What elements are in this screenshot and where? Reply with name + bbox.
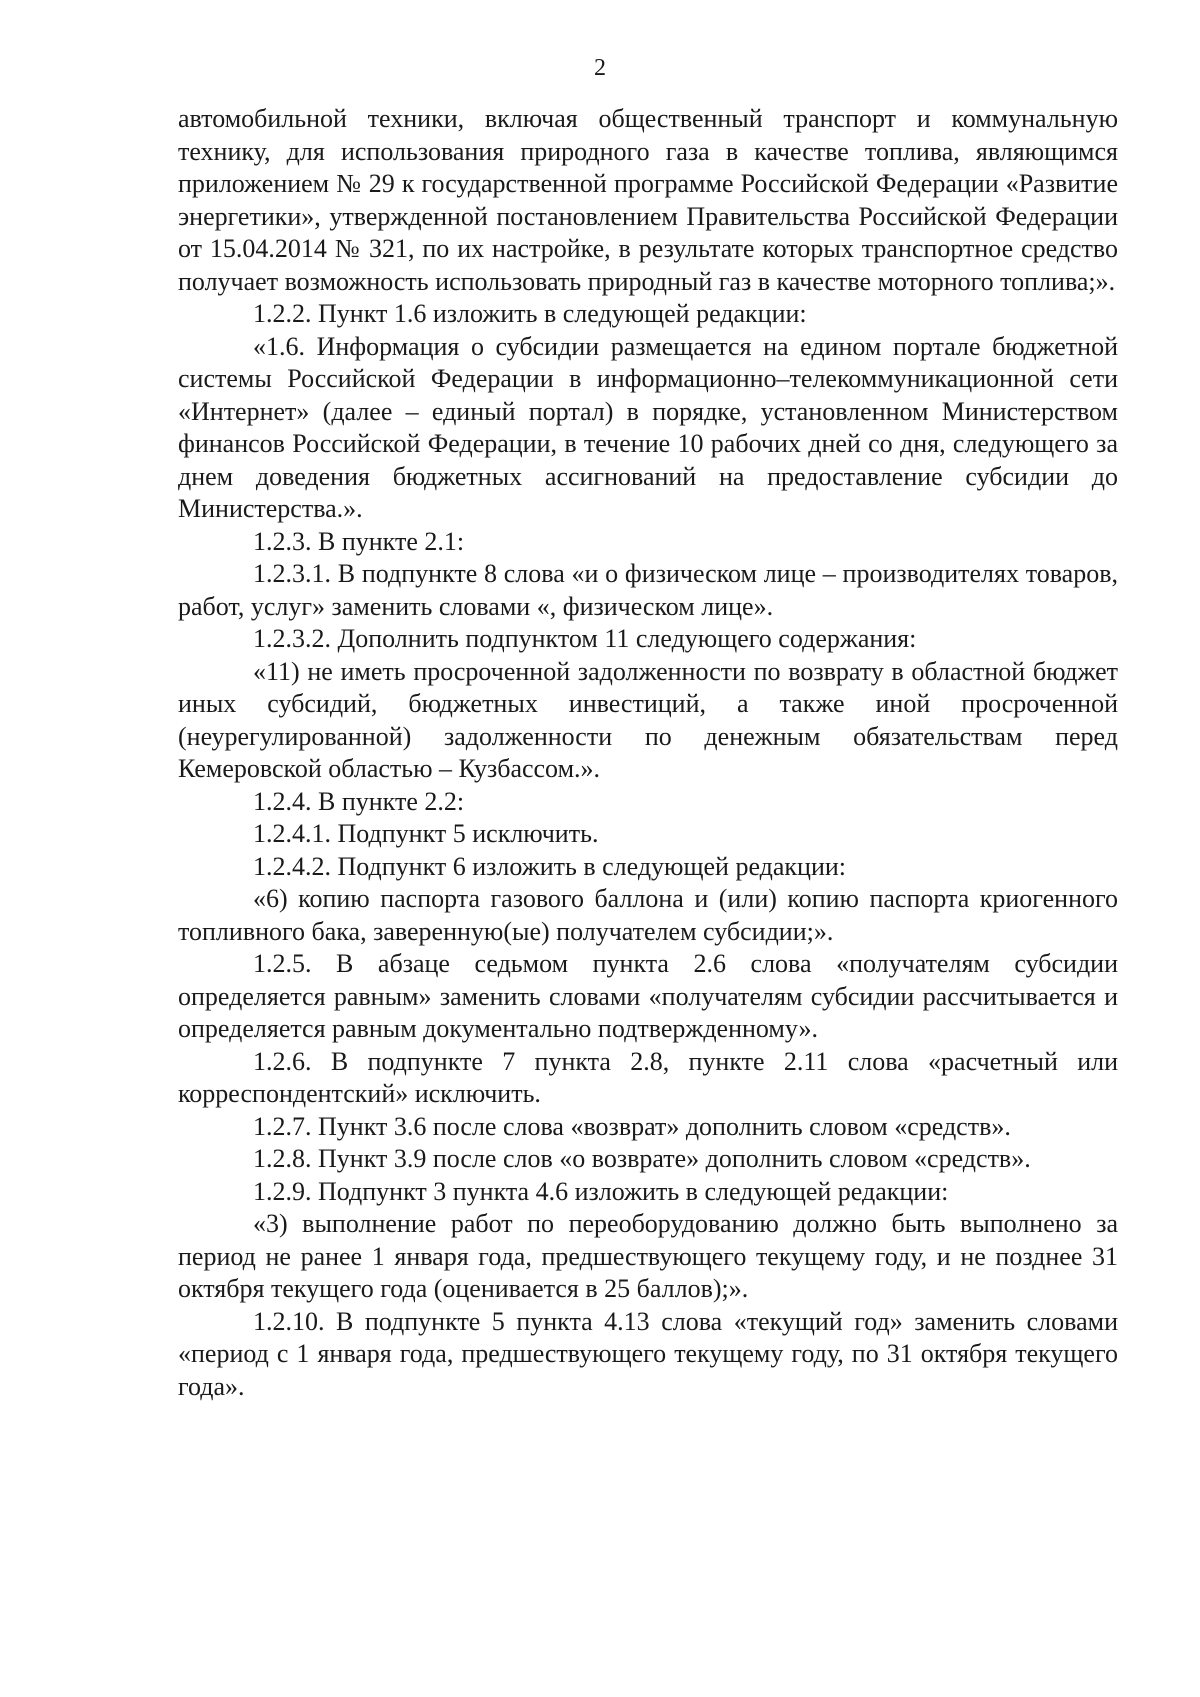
paragraph-1-2-5: 1.2.5. В абзаце седьмом пункта 2.6 слова «получателям субсидии определяется равным» заменить словами «получателям субсидии рассчитывается и определяется равным документально подтвержденному». — [178, 949, 1118, 1043]
paragraph-1-2-6: 1.2.6. В подпункте 7 пункта 2.8, пункте 2.11 слова «расчетный или корреспондентский» исключить. — [178, 1046, 1118, 1108]
paragraph-1-2-7: 1.2.7. Пункт 3.6 после слова «возврат» дополнить словом «средств». — [253, 1111, 1011, 1141]
paragraph-quote-6: «6) копию паспорта газового баллона и (или) копию паспорта криогенного топливного бака, заверенную(ые) получателем субсидии;». — [178, 884, 1118, 946]
paragraph-1-2-8: 1.2.8. Пункт 3.9 после слов «о возврате» дополнить словом «средств». — [253, 1144, 1031, 1173]
paragraph-1-2-3-1: 1.2.3.1. В подпункте 8 слова «и о физическом лице – производителях товаров, работ, услуг» заменить словами «, физическом лице». — [178, 559, 1118, 621]
paragraph-1-2-4-1: 1.2.4.1. Подпункт 5 исключить. — [253, 819, 599, 848]
paragraph-quote-11: «11) не иметь просроченной задолженности по возврату в областной бюджет иных субсидий, бюджетных инвестиций, а также иной просроченной (неурегулированной) задолженности по денежным обязательствам перед Кемеровской областью – Кузбассом.». — [178, 656, 1118, 783]
paragraph-1-2-3: 1.2.3. В пункте 2.1: — [253, 526, 465, 556]
document-body — [178, 103, 1118, 1403]
paragraph-1-2-10: 1.2.10. В подпункте 5 пункта 4.13 слова «текущий год» заменить словами «период с 1 января года, предшествующего текущему году, по 31 октября текущего года». — [178, 1306, 1118, 1401]
paragraph-1-2-9: 1.2.9. Подпункт 3 пункта 4.6 изложить в следующей редакции: — [253, 1176, 949, 1206]
paragraph-1-2-3-2: 1.2.3.2. Дополнить подпунктом 11 следующего содержания: — [253, 624, 917, 653]
paragraph-quote-3: «3) выполнение работ по переоборудованию должно быть выполнено за период не ранее 1 января года, предшествующего текущему году, и не позднее 31 октября текущего года (оценивается в 25 баллов);». — [178, 1209, 1118, 1303]
paragraph-quote-1-6: «1.6. Информация о субсидии размещается на едином портале бюджетной системы Российской Федерации в информационно–телекоммуникационной сети «Интернет» (далее – единый портал) в порядке, установленном Министерством финансов Российской Федерации, в течение 10 рабочих дней со дня, следующего за днем доведения бюджетных ассигнований на предоставление субсидии до Министерства.». — [178, 331, 1118, 523]
page-number: 2 — [594, 55, 606, 81]
paragraph-1-2-2: 1.2.2. Пункт 1.6 изложить в следующей редакции: — [253, 299, 807, 328]
paragraph-1-2-4: 1.2.4. В пункте 2.2: — [253, 786, 465, 816]
paragraph-1-2-4-2: 1.2.4.2. Подпункт 6 изложить в следующей редакции: — [253, 851, 847, 881]
paragraph-continuation: автомобильной техники, включая общественный транспорт и коммунальную технику, для использования природного газа в качестве топлива, являющимся приложением № 29 к государственной программе Российской Федерации «Развитие энергетики», утвержденной постановлением Правительства Российской Федерации от 15.04.2014 № 321, по их настройке, в результате которых транспортное средство получает возможность использовать природный газ в качестве моторного топлива;». — [178, 104, 1118, 296]
